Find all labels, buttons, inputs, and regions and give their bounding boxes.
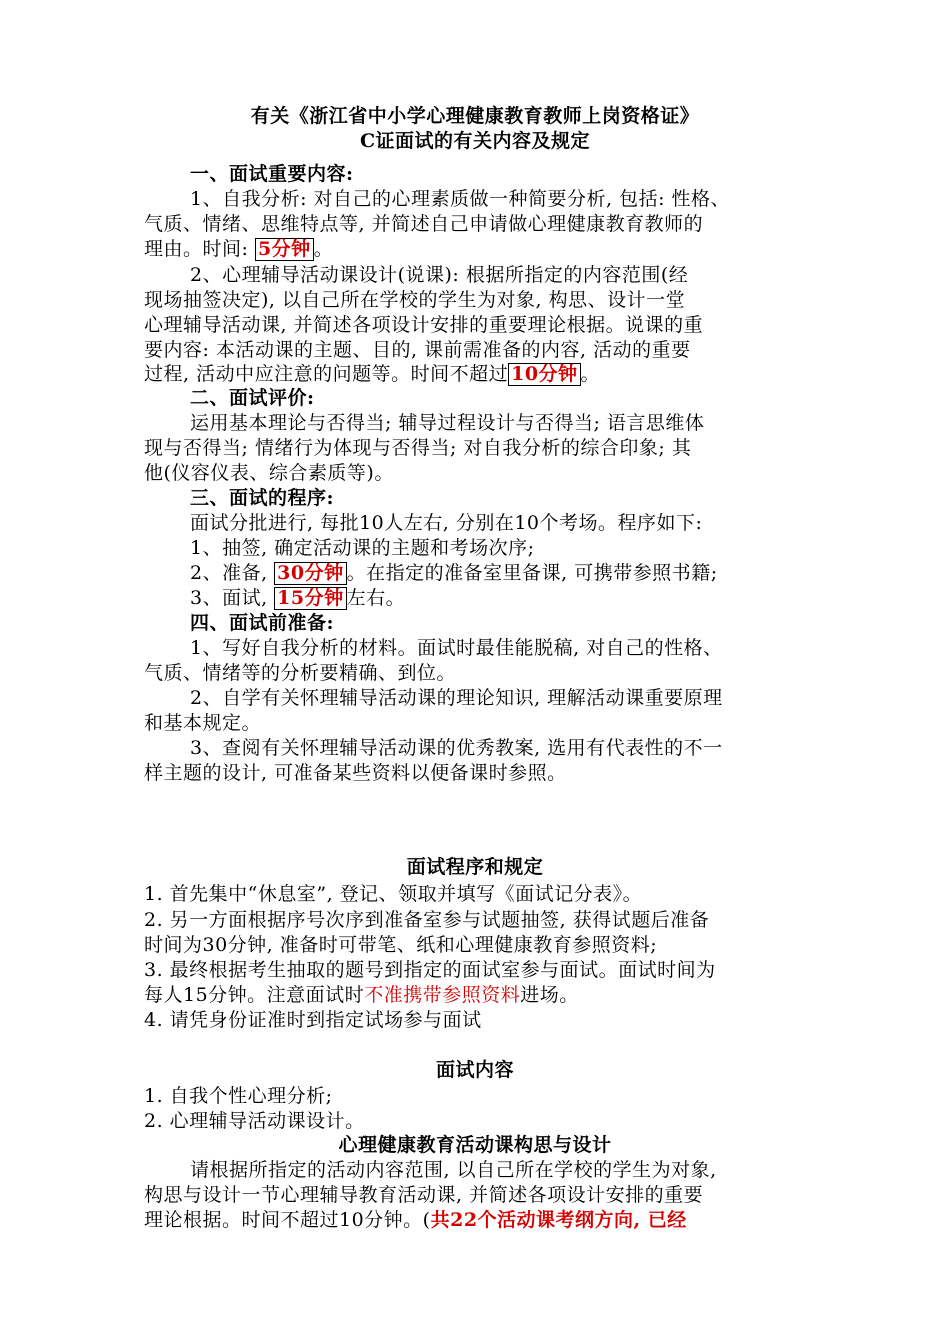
list-item: 2、准备, 30分钟 。在指定的准备室里备课, 可携带参照书籍; <box>190 562 718 584</box>
list-item: 3. 最终根据考生抽取的题号到指定的面试室参与面试。面试时间为 <box>144 959 716 981</box>
warning-text: 不准携带参照资料 <box>364 984 521 1006</box>
paragraph-line: 请根据所指定的活动内容范围, 以自己所在学校的学生为对象, <box>190 1159 717 1181</box>
list-item: 4. 请凭身份证准时到指定试场参与面试 <box>144 1009 482 1031</box>
paragraph-line: 心理辅导活动课, 并简述各项设计安排的重要理论根据。说课的重 <box>144 314 704 336</box>
section-heading: 四、面试前准备: <box>190 612 335 634</box>
list-item: 2. 心理辅导活动课设计。 <box>144 1110 365 1132</box>
paragraph-line: 运用基本理论与否得当; 辅导过程设计与否得当; 语言思维体 <box>190 412 705 434</box>
highlight-time: 30分钟 <box>274 562 346 585</box>
paragraph-line: 气质、情绪等的分析要精确、到位。 <box>144 662 457 684</box>
note-text: 共22个活动课考纲方向, 已经 <box>430 1209 687 1231</box>
paragraph-line: 1、写好自我分析的材料。面试时最佳能脱稿, 对自己的性格、 <box>190 637 723 659</box>
paragraph-line: 理论根据。时间不超过10分钟。(共22个活动课考纲方向, 已经 <box>144 1209 687 1231</box>
section-title: 心理健康教育活动课构思与设计 <box>338 1134 612 1156</box>
section-title: 面试内容 <box>435 1059 514 1081</box>
paragraph-line: 时间为30分钟, 准备时可带笔、纸和心理健康教育参照资料; <box>144 934 658 956</box>
document-title: 有关《浙江省中小学心理健康教育教师上岗资格证》 <box>250 105 700 127</box>
highlight-time: 15分钟 <box>274 587 346 610</box>
list-item: 2. 另一方面根据序号次序到准备室参与试题抽签, 获得试题后准备 <box>144 909 710 931</box>
paragraph-line: 要内容: 本活动课的主题、目的, 课前需准备的内容, 活动的重要 <box>144 339 691 361</box>
section-heading: 一、面试重要内容: <box>190 163 354 185</box>
paragraph-line: 2、心理辅导活动课设计(说课): 根据所指定的内容范围(经 <box>190 264 689 286</box>
list-item: 3、面试, 15分钟 左右。 <box>190 587 406 609</box>
list-item: 1. 首先集中“休息室”, 登记、领取并填写《面试记分表》。 <box>144 883 643 905</box>
highlight-time: 10分钟 <box>508 363 580 386</box>
paragraph-line: 每人15分钟。注意面试时不准携带参照资料进场。 <box>144 984 579 1006</box>
paragraph-line: 他(仪容仪表、综合素质等)。 <box>144 462 394 484</box>
paragraph-line: 1、自我分析: 对自己的心理素质做一种简要分析, 包括: 性格、 <box>190 188 731 210</box>
paragraph-line: 构思与设计一节心理辅导教育活动课, 并简述各项设计安排的重要 <box>144 1184 704 1206</box>
document-subtitle: C证面试的有关内容及规定 <box>359 130 591 152</box>
paragraph-line: 气质、情绪、思维特点等, 并简述自己申请做心理健康教育教师的 <box>144 213 704 235</box>
paragraph-line: 3、查阅有关怀理辅导活动课的优秀教案, 选用有代表性的不一 <box>190 737 723 759</box>
section-heading: 二、面试评价: <box>190 387 315 409</box>
paragraph-line: 理由。时间: 5分钟 。 <box>144 238 334 260</box>
section-heading: 三、面试的程序: <box>190 487 335 509</box>
section-title: 面试程序和规定 <box>406 856 544 878</box>
paragraph-line: 和基本规定。 <box>144 712 262 734</box>
paragraph-line: 2、自学有关怀理辅导活动课的理论知识, 理解活动课重要原理 <box>190 687 723 709</box>
highlight-time: 5分钟 <box>255 238 314 261</box>
paragraph-line: 现场抽签决定), 以自己所在学校的学生为对象, 构思、设计一堂 <box>144 289 686 311</box>
list-item: 1、抽签, 确定活动课的主题和考场次序; <box>190 537 535 559</box>
paragraph-line: 现与否得当; 情绪行为体现与否得当; 对自我分析的综合印象; 其 <box>144 437 692 459</box>
paragraph-line: 样主题的设计, 可准备某些资料以便备课时参照。 <box>144 762 567 784</box>
list-item: 1. 自我个性心理分析; <box>144 1085 333 1107</box>
paragraph-line: 过程, 活动中应注意的问题等。时间不超过 10分钟 。 <box>144 363 601 385</box>
paragraph-line: 面试分批进行, 每批10人左右, 分别在10个考场。程序如下: <box>190 512 703 534</box>
